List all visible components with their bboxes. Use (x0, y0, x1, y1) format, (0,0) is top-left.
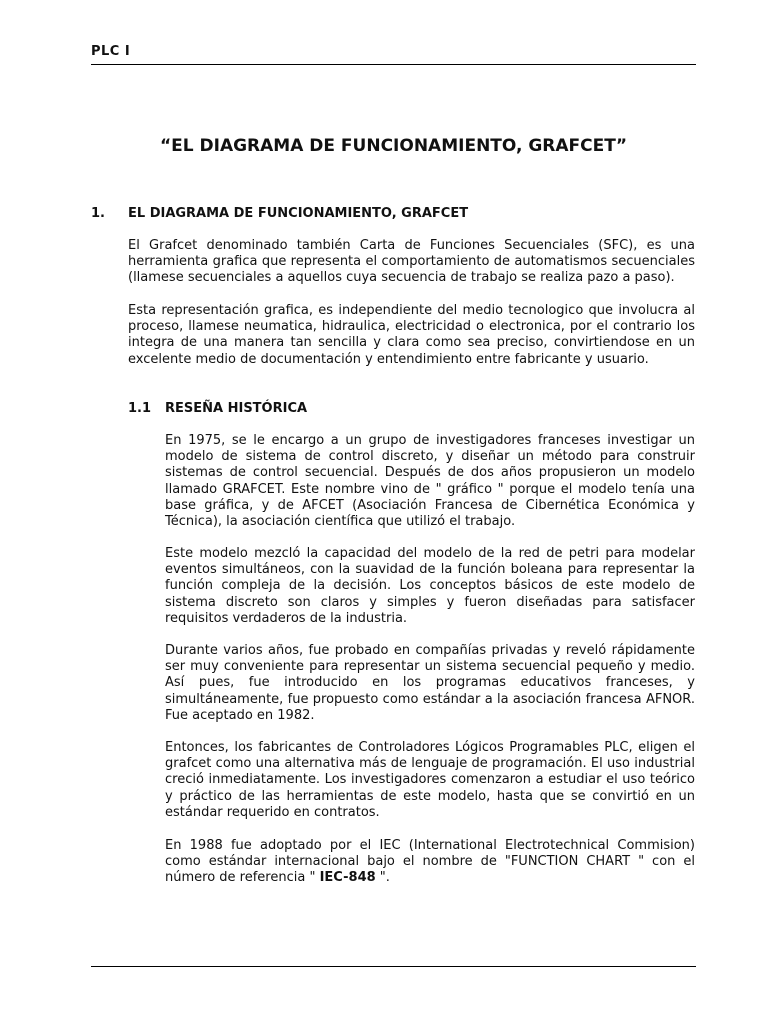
section-number: 1. (91, 206, 105, 221)
footer-rule (91, 966, 696, 967)
text-run: En 1988 fue adoptado por el IEC (International Electrotechnical Commision) como estándar internacional bajo el nombre de "FUNCTION CHART " con el número de referencia " (165, 838, 695, 886)
paragraph: En 1975, se le encargo a un grupo de investigadores franceses investigar un modelo de sistema de control discreto, y diseñar un método para construir sistemas de control secuencial. Después de dos años propusieron un modelo llamado GRAFCET. Este nombre vino de " gráfico " porque el modelo tenía una base gráfica, y de AFCET (Asociación Francesa de Cibernética Económica y Técnica), la asociación científica que utilizó el trabajo. (165, 433, 695, 530)
text-run: ". (375, 870, 390, 886)
subsection-title: RESEÑA HISTÓRICA (165, 401, 308, 416)
header-title: PLC I (91, 44, 131, 59)
paragraph: Durante varios años, fue probado en compañías privadas y reveló rápidamente ser muy conveniente para representar un sistema secuencial pequeño y medio. Así pues, fue introducido en los programas educativos franceses, y simultáneamente, fue propuesto como estándar a la asociación francesa AFNOR. Fue aceptado en 1982. (165, 643, 695, 723)
paragraph-last (165, 838, 695, 887)
page-header (91, 40, 696, 65)
paragraph: Entonces, los fabricantes de Controladores Lógicos Programables PLC, eligen el grafcet como una alternativa más de lenguaje de programación. El uso industrial creció inmediatamente. Los investigadores comenzaron a estudiar el uso teórico y práctico de las herramientas de este modelo, hasta que se convirtió en un estándar requerido en contratos. (165, 740, 695, 820)
reference-code: IEC-848 (319, 870, 376, 886)
subsection-number: 1.1 (128, 401, 152, 416)
paragraph: El Grafcet denominado también Carta de Funciones Secuenciales (SFC), es una herramienta grafica que representa el comportamiento de automatismos secuenciales (llamese secuenciales a aquellos cuya secuencia de trabajo se realiza pazo a paso). (128, 238, 695, 286)
paragraph: Este modelo mezcló la capacidad del modelo de la red de petri para modelar eventos simultáneos, con la suavidad de la función boleana para representar la función compleja de la decisión. Los conceptos básicos de este modelo de sistema discreto son claros y simples y fueron diseñadas para satisfacer requisitos verdaderos de la industria. (165, 546, 695, 626)
section-title: EL DIAGRAMA DE FUNCIONAMIENTO, GRAFCET (128, 206, 469, 221)
document-title: “EL DIAGRAMA DE FUNCIONAMIENTO, GRAFCET” (159, 136, 628, 156)
paragraph: Esta representación grafica, es independiente del medio tecnologico que involucra al proceso, llamese neumatica, hidraulica, electricidad o electronica, por el contrario los integra de una manera tan sencilla y clara como sea preciso, convirtiendose en un excelente medio de documentación y entendimiento entre fabricante y usuario. (128, 303, 695, 367)
